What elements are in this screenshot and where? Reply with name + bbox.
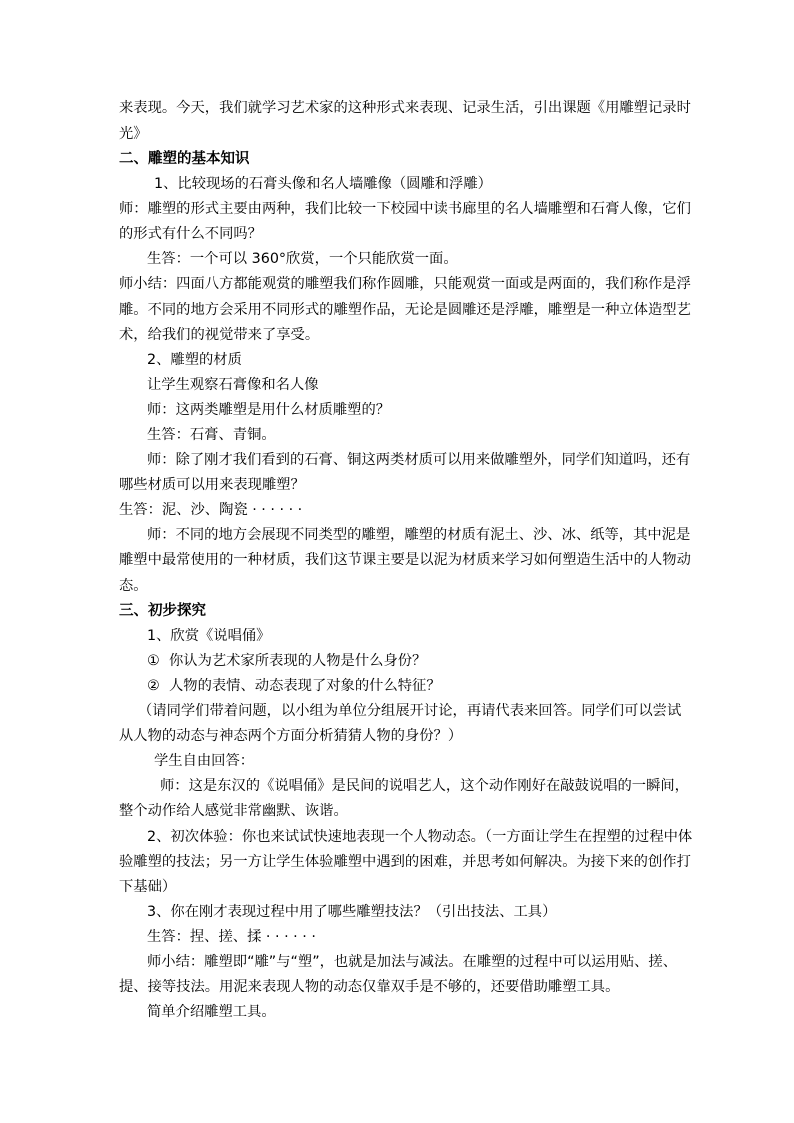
paragraph-line: 师：不同的地方会展现不同类型的雕塑，雕塑的材质有泥土、沙、冰、纸等，其中泥是: [147, 527, 691, 543]
question-text: 你认为艺术家所表现的人物是什么身份？: [169, 653, 427, 669]
paragraph-line: 验雕塑的技法；另一方让学生体验雕塑中遇到的困难，并思考如何解决。为接下来的创作打: [119, 854, 691, 870]
paragraph-line: 生答：石膏、青铜。: [147, 427, 276, 443]
circled-number: ①: [147, 653, 160, 669]
paragraph-line: 下基础）: [119, 879, 177, 895]
paragraph-line: 的形式有什么不同吗？: [119, 226, 262, 242]
paragraph-line: 生答：捏、搓、揉 · · · · · ·: [147, 929, 316, 945]
paragraph-line: 生答：一个可以 360°欣赏，一个只能欣赏一面。: [147, 251, 458, 267]
section-heading: 三、初步探究: [119, 603, 206, 619]
paragraph-line: 3、你在刚才表现过程中用了哪些雕塑技法？（引出技法、工具）: [147, 904, 557, 920]
paragraph-line: 哪些材质可以用来表现雕塑？: [119, 477, 305, 493]
paragraph-line: 整个动作给人感觉非常幽默、诙谐。: [119, 803, 348, 819]
paragraph-line: 师小结：四面八方都能观赏的雕塑我们称作圆雕，只能观赏一面或是两面的，我们称作是浮: [119, 276, 691, 292]
subsection-heading: 1、欣赏《说唱俑》: [147, 628, 271, 644]
paragraph-line: 从人物的动态与神态两个方面分析猜猜人物的身份？）: [119, 728, 463, 744]
paragraph-line: 生答：泥、沙、陶瓷 · · · · · ·: [119, 502, 303, 518]
paragraph-line: 雕。不同的地方会采用不同形式的雕塑作品，无论是圆雕还是浮雕，雕塑是一种立体造型艺: [119, 302, 691, 318]
question-text: 人物的表情、动态表现了对象的什么特征？: [169, 678, 441, 694]
circled-number: ②: [147, 678, 160, 694]
paragraph-line: 光》: [119, 126, 148, 142]
paragraph-line: 师：这两类雕塑是用什么材质雕塑的？: [147, 402, 391, 418]
subsection-heading: 2、雕塑的材质: [147, 352, 242, 368]
question-item: [147, 652, 426, 670]
paragraph-line: 2、初次体验：你也来试试快速地表现一个人物动态。（一方面让学生在捏塑的过程中体: [147, 829, 693, 845]
paragraph-line: 师小结：雕塑即“雕”与“塑”，也就是加法与减法。在雕塑的过程中可以运用贴、搓、: [147, 954, 678, 970]
section-heading: 二、雕塑的基本知识: [119, 151, 250, 167]
paragraph-line: 师：这是东汉的《说唱俑》是民间的说唱艺人，这个动作刚好在敲鼓说唱的一瞬间，: [160, 778, 689, 794]
paragraph-line: 雕塑中最常使用的一种材质，我们这节课主要是以泥为材质来学习如何塑造生活中的人物动: [119, 552, 691, 568]
paragraph-line: 师：雕塑的形式主要由两种，我们比较一下校园中读书廊里的名人墙雕塑和石膏人像，它们: [119, 201, 691, 217]
paragraph-line: 简单介绍雕塑工具。: [147, 1004, 276, 1020]
paragraph-line: 术，给我们的视觉带来了享受。: [119, 327, 320, 343]
paragraph-line: 师：除了刚才我们看到的石膏、铜这两类材质可以用来做雕塑外，同学们知道吗，还有: [147, 452, 691, 468]
question-item: [147, 677, 441, 695]
paragraph-line: 来表现。今天，我们就学习艺术家的这种形式来表现、记录生活，引出课题《用雕塑记录时: [119, 100, 691, 116]
paragraph-line: 态。: [119, 578, 148, 594]
paragraph-line: （请同学们带着问题，以小组为单位分组展开讨论，再请代表来回答。同学们可以尝试: [138, 703, 682, 719]
paragraph-line: 让学生观察石膏像和名人像: [147, 377, 319, 393]
subsection-heading: 1、比较现场的石膏头像和名人墙雕像（圆雕和浮雕）: [154, 176, 492, 192]
paragraph-line: 提、接等技法。用泥来表现人物的动态仅靠双手是不够的，还要借助雕塑工具。: [119, 979, 620, 995]
paragraph-line: 学生自由回答：: [154, 753, 255, 769]
